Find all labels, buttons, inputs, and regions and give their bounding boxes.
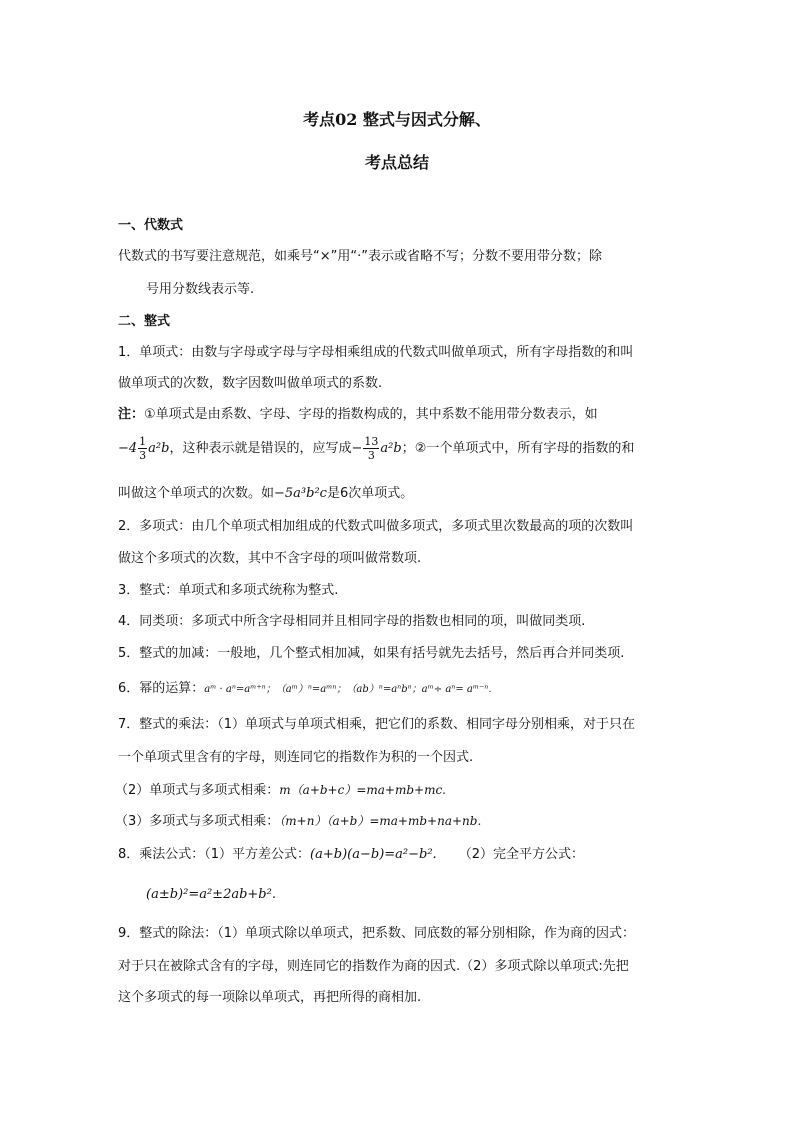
item-label: 8．乘法公式：（1）平方差公式： bbox=[118, 847, 311, 862]
list-item-division: 9．整式的除法：（1）单项式除以单项式，把系数、同底数的幂分别相除，作为商的因式： bbox=[118, 926, 636, 941]
list-item-multiplication: 7．整式的乘法：（1）单项式与单项式相乘，把它们的系数、相同字母分别相乘，对于只在 bbox=[118, 717, 636, 732]
document-title: 考点02 整式与因式分解、 bbox=[303, 110, 491, 129]
list-item-addition-subtraction: 5．整式的加减：一般地，几个整式相加减，如果有括号就先去括号，然后再合并同类项. bbox=[118, 646, 625, 661]
note-formula-line bbox=[118, 430, 634, 468]
note-text: ①单项式是由系数、字母、字母的指数构成的，其中系数不能用带分数表示，如 bbox=[144, 407, 598, 422]
mixed-number-whole: −4 bbox=[118, 441, 138, 456]
fraction-numerator: 1 bbox=[139, 435, 147, 448]
note-text: 是6次单项式。 bbox=[326, 486, 414, 501]
list-item-power-operations bbox=[118, 680, 492, 699]
note-label: 注： bbox=[118, 407, 145, 422]
section-heading-polynomial: 二、整式 bbox=[118, 314, 171, 329]
list-item-multiplication-formulas bbox=[118, 846, 584, 864]
document-subtitle: 考点总结 bbox=[364, 153, 429, 172]
note-text: ，这种表示就是错误的，应写成 bbox=[169, 441, 352, 456]
sub-item-polynomial-polynomial bbox=[115, 812, 481, 831]
paragraph-line: 号用分数线表示等. bbox=[146, 282, 255, 297]
math-sign: − bbox=[351, 441, 363, 456]
paragraph-line: 做单项式的次数，数字因数叫做单项式的系数. bbox=[118, 376, 383, 391]
paragraph-line: 一个单项式里含有的字母，则连同它的指数作为积的一个因式. bbox=[118, 750, 474, 765]
fraction-denominator: 3 bbox=[139, 449, 147, 462]
list-item-like-terms: 4．同类项：多项式中所含字母相同并且相同字母的指数也相同的项，叫做同类项. bbox=[118, 614, 586, 629]
paragraph-line: 这个多项式的每一项除以单项式，再把所得的商相加. bbox=[118, 990, 422, 1005]
list-item-monomial: 1．单项式：由数与字母或字母与字母相乘组成的代数式叫做单项式，所有字母指数的和叫 bbox=[118, 345, 634, 360]
math-variable: a²b bbox=[148, 441, 170, 456]
list-item-polynomial: 2．多项式：由几个单项式相加组成的代数式叫做多项式，多项式里次数最高的项的次数叫 bbox=[118, 519, 634, 534]
math-formula: (a±b)²=a²±2ab+b². bbox=[146, 887, 276, 902]
mixed-number-fraction bbox=[138, 435, 147, 462]
note-line bbox=[118, 406, 598, 424]
section-heading-algebraic-expression: 一、代数式 bbox=[118, 218, 184, 233]
item-label: 6．幂的运算： bbox=[118, 681, 205, 696]
paragraph-line: 做这个多项式的次数，其中不含字母的项叫做常数项. bbox=[118, 551, 422, 566]
math-expression: −5a³b²c bbox=[274, 486, 327, 501]
item-label: （2）完全平方公式： bbox=[458, 847, 584, 862]
perfect-square-formula bbox=[146, 886, 276, 904]
item-label: （3）多项式与多项式相乘： bbox=[115, 814, 280, 829]
paragraph-line: 代数式的书写要注意规范，如乘号“×”用“·”表示或省略不写；分数不要用带分数；除 bbox=[118, 249, 602, 264]
note-text: 叫做这个单项式的次数。如 bbox=[118, 486, 275, 501]
note-text: ；②一个单项式中，所有字母的指数的和 bbox=[401, 441, 635, 456]
note-line bbox=[118, 485, 413, 503]
sub-item-monomial-polynomial bbox=[115, 781, 446, 800]
math-variable: a²b bbox=[380, 441, 402, 456]
fraction-denominator: 3 bbox=[367, 449, 375, 462]
math-formula: m（a+b+c）=ma+mb+mc. bbox=[279, 783, 446, 797]
list-item-integral-expression: 3．整式：单项式和多项式统称为整式. bbox=[118, 583, 339, 598]
difference-of-squares-formula: (a+b)(a−b)=a²−b². bbox=[310, 847, 437, 862]
improper-fraction bbox=[363, 435, 379, 462]
item-label: （2）单项式与多项式相乘： bbox=[115, 783, 280, 798]
paragraph-line: 对于只在被除式含有的字母，则连同它的指数作为商的因式.（2）多项式除以单项式:先把 bbox=[118, 959, 629, 974]
power-rules-formula: aᵐ · aⁿ=aᵐ⁺ⁿ；（aᵐ）ⁿ=aᵐⁿ；（ab）ⁿ=aⁿbⁿ；aᵐ÷ aⁿ= aᵐ⁻ⁿ. bbox=[204, 684, 492, 695]
fraction-numerator: 13 bbox=[364, 435, 379, 448]
math-formula: （m+n）（a+b）=ma+mb+na+nb. bbox=[279, 814, 482, 828]
